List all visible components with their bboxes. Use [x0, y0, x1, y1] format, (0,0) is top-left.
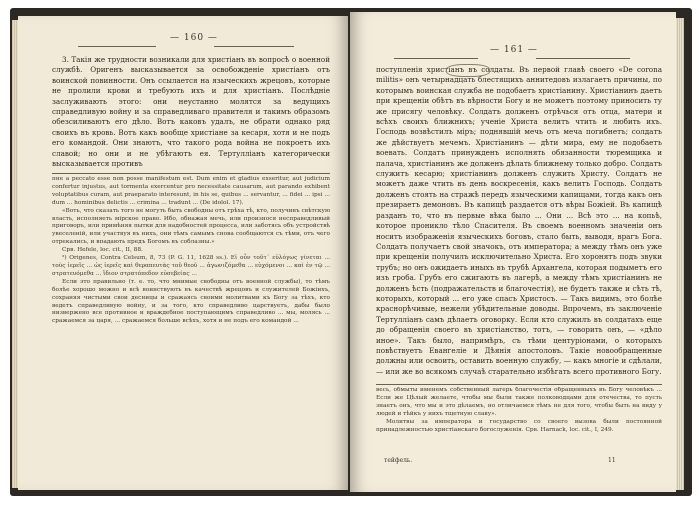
- right-header-rule-1: [394, 58, 478, 59]
- left-footnote-5: Если это правильно (т. е. то, что мнимые свободны отъ военной службы), то тѣмъ болѣе хорошо можно и всѣ воинствують въ качествѣ жрецовъ и служителей Божіихъ, сохраняя чистыми свои десницы и сражаясь своими молитвами къ Богу за тѣхъ, кто ведетъ справедливую войну, и за того, кто справедливо царствуетъ, дабы было низвержено все противное и враждебное поступающимъ справедливо ... мы, молясь ... сражаемся за царя, ... сражаемся больше всѣхъ, хотя и не подъ его командой ...: [52, 278, 330, 325]
- left-page: [18, 16, 348, 490]
- left-header-rule-2: [214, 46, 294, 47]
- left-footnote-3: Срв. Hefele, loc. cit., II, 88.: [62, 247, 143, 254]
- right-footnote-2: Молитвы за императора и государство со своего вызова были постоянной принадлежностью христіанскаго богослуженія. Срв. Harnack, loc. cit., I, 249.: [376, 418, 662, 433]
- pencil-circle-mark: [446, 64, 490, 77]
- left-footnote-4: ²) Origenes, Contra Celsum, 8, 73 (P. G. 11, 1628 ss.). Εἰ οὖν τοῦτ᾿ εὐλόγως γίνεται ... τοὺς ἱερεῖς ... ὡς ἱερεῖς καὶ θεραπευτὰς τοῦ θεοῦ ... ἀγωνιζόμεθα ... εὐχόμενοι ... καὶ ἐν τῷ ... στρατευόμεθα ... ἴδιον στρατόπεδον εὐσεβείας ...: [52, 255, 330, 277]
- right-header-rule-2: [536, 58, 630, 59]
- right-page-number: — 161 —: [490, 45, 538, 55]
- left-footnote-2: «Воть, что сказать того не могуть быть свободны отъ грѣха тѣ, кто, получивъ свѣтскую власть, исполняеть мірское право. Ибо, обнажая мечь, или произнося несправедливый приговоръ, или примѣняя пытки для надобностей процесса, или заботясь объ устройствѣ увеселеній, или участвуя въ нихъ, они тѣмъ самымъ снова сообщаются съ тѣми, отъ чего отрекались, и впадають предъ Богомъ въ соблазны.»: [52, 207, 330, 246]
- left-footnote-rule: [52, 173, 330, 174]
- signature-number: 11: [608, 457, 616, 464]
- left-footnote-1: пне a peccato esse non posse manifestum est. Dum enim et gladius exseritur, aut judicium confertur injustus, aut tormenta exercentur pro necessitate causarum, aut parando exhibent voluptatibus curam, aut praeparato interesunt, in his se, quibus ... servantur, ... fidei ... ipsi ... dum ... hominibus delictis ... crimina ... tradunt ... (De idolol. 17).: [52, 176, 330, 206]
- left-header-rule-1: [78, 46, 156, 47]
- left-main-text: 3. Такія же трудности возникали для христіанъ въ вопросѣ о военной службѣ. Оригенъ высказывается за освобожденіе христіанъ отъ воинской повинности. Онъ ссылается на языческихъ жрецовъ, которые не пролили крови и требують ихъ и для христіанъ. Послѣдніе заслуживають этого: они неустанно молятся за ведущихъ справедливую войну и за справедливаго правителя и такимъ образомъ обезсиливаютъ его дѣло. Вотъ каковъ удалъ, не обрати однако ряд своихъ въ кровь. Вотъ какъ вообще христіане за кесаря, хотя и не подъ его командой. Они знаютъ, что такого рода война не покроетъ ихъ славой; но они и не убѣгаютъ ея. Тертулліанъ категорически высказывается противъ: [52, 55, 330, 169]
- left-page-number: — 160 —: [170, 33, 218, 43]
- left-footnotes: [52, 176, 330, 474]
- right-page: [350, 12, 676, 492]
- right-footnote-1: весь, обмыты именемъ собственный лагерь благочестія обращенныхъ въ Богу человѣкъ ... Если же Цѣлый желаете, чтобы мы были также полководцами для отечества, то пусть знаетъ онъ, что мы и это дѣлаемъ, но отличаемся тѣмъ не для того, чтобы быть на виду у людей и тѣйкъ у нихъ тщетную славу».: [376, 387, 662, 417]
- right-footnote-rule: [376, 384, 662, 385]
- right-footnotes: [376, 387, 662, 453]
- signature-mark: тейфель.: [384, 457, 413, 464]
- right-main-text: поступленія христіанъ въ солдаты. Въ первой главѣ своего «De corona militis» онъ четырнадцать блестящихъ аннитедовъ излагаетъ причины, по которымъ воинская служба не подобаетъ христіанину. Христіанинъ даетъ при крещеніи обѣтъ въ вѣрности Богу и не можетъ поэтому приносить ту же присягу человѣку. Солдатъ долженъ отрѣчься отъ отца, матери и всѣхъ своихъ ближнихъ; ученіе Христа велитъ чтить и любить ихъ. Господь возвѣстилъ міръ; поднявшій мечь отъ меча погибнетъ; солдатъ же дѣйствуетъ мечемъ. Христіанинъ — дѣти мира, ему не подобаетъ воевать. Солдатъ принужденъ исполнять обязанности тюремщика и палача, христіанинъ же долженъ дѣлать ближнему только добро. Солдатъ служитъ кесарю; христіанинъ долженъ служить Христу. Солдатъ не можетъ даже чтить въ день воскресенія, какъ велитъ Господь. Солдатъ долженъ стоять на стражѣ передъ языческими капищами, тогда какъ онъ презираетъ демоновъ. Въ капищѣ раздается отъ вѣры Божіей. Въ капищѣ разданъ то, что въ первые вѣка было ... Они ... Всѣ это ... на копьѣ, которое проникло тѣло Спасителя. Въ своемъ военномъ значеніи онъ носитъ изображенія языческихъ боговъ, стало быть, выводя, врагъ Бога. Солдатъ получаетъ свой значокъ, отъ императора; а между тѣмъ онъ уже при крещеніи получилъ исключительно Христа. Его хоронятъ подъ звуки трубъ; но онъ ожидаетъ иныхъ въ трубѣ Архангела, которая подыметъ его изъ гроба. Грубъ его сжигаютъ въ лагерѣ, а между тѣмъ христіанинъ не долженъ ѣсть (подражательств и благочестія), не будетъ также и сѣть тѣ, которыхъ, который ... его уже спасъ Христосъ. — Такъ видимъ, это болѣе краснорѣчивые, нежели убѣдительные доводы. Впрочемъ, въ заключеніе Тертулліанъ самъ дѣлаетъ оговорку. Если кто служилъ въ солдатахъ еще до обращенія своего въ христіанство, тотъ, — говорить онъ, — «дѣло иное». Такъ было, напримѣръ, съ тѣми центуріонами, о которыхъ повѣствуетъ Евангеліе и Дѣянія апостоловъ. Такіе новообращенные должны или освоить, оставить военную службу, — какъ многіе и сдѣлали, — или же во всякомъ случаѣ старательно избѣгать всего противного Богу.: [376, 65, 662, 376]
